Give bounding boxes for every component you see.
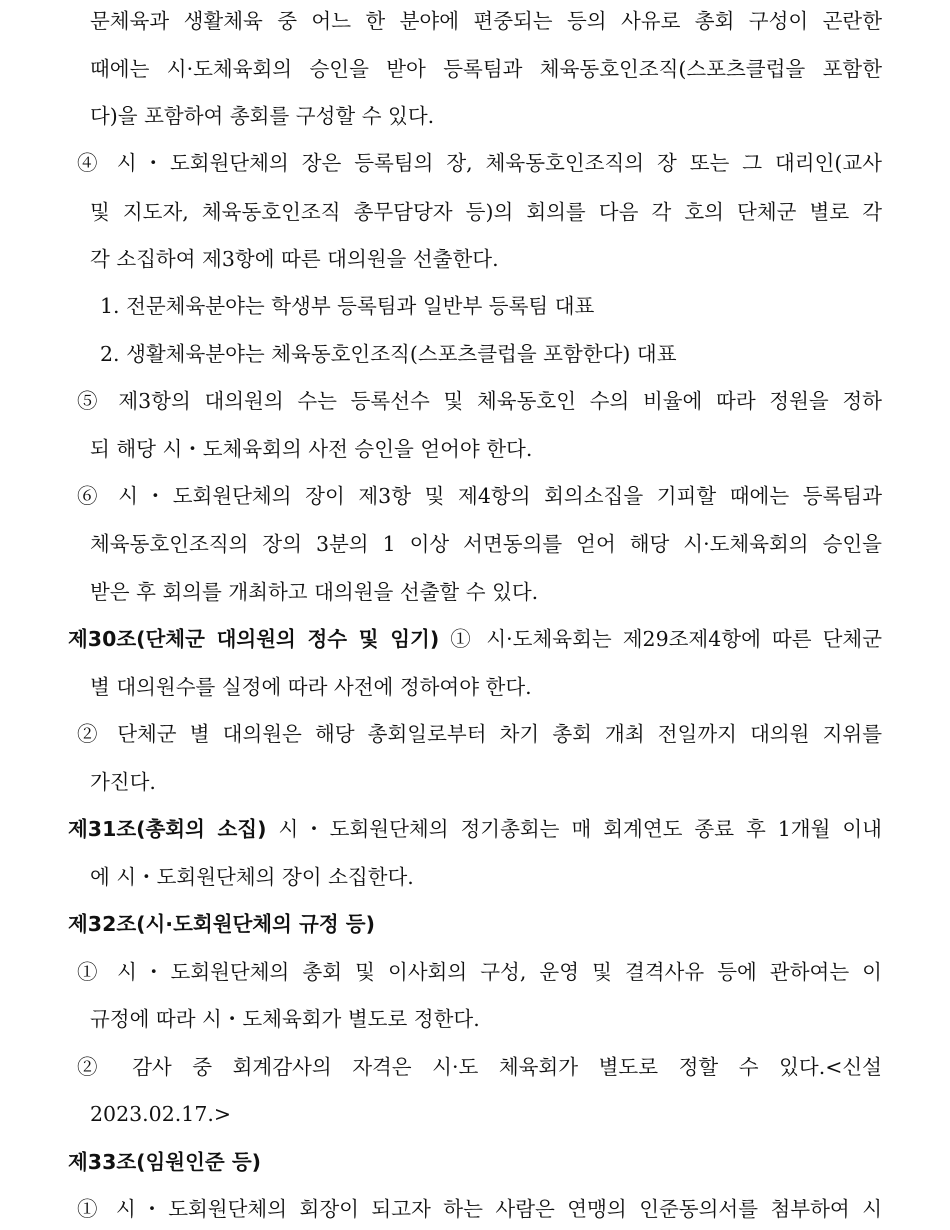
article-33-heading: 제33조(임원인준 등) [68,1150,262,1174]
text-line: 별 대의원수를 실정에 따라 사전에 정하여야 한다. [90,675,532,699]
text-line: 다)을 포함하여 총회를 구성할 수 있다. [90,104,435,128]
text-line: 되 해당 시・도체육회의 사전 승인을 얻어야 한다. [90,437,533,461]
text-line: ② 감사 중 회계감사의 자격은 시·도 체육회가 별도로 정할 수 있다.<신설 [77,1055,882,1079]
text-line: 때에는 시·도체육회의 승인을 받아 등록팀과 체육동호인조직(스포츠클럽을 포함한 [90,57,882,81]
text-line: ② 단체군 별 대의원은 해당 총회일로부터 차기 총회 개최 전일까지 대의원 지위를 [77,722,882,746]
article-32-heading: 제32조(시·도회원단체의 규정 등) [68,912,375,936]
text-line: 규정에 따라 시・도체육회가 별도로 정한다. [90,1007,480,1031]
text-line: 가진다. [90,770,156,794]
paragraph-5-line: ⑤ 제3항의 대의원의 수는 등록선수 및 체육동호인 수의 비율에 따라 정원을 정하 [77,389,882,413]
article-31-heading: 제31조(총회의 소집) [68,817,267,841]
text-line: 각 소집하여 제3항에 따른 대의원을 선출한다. [90,247,499,271]
text-line: 받은 후 회의를 개최하고 대의원을 선출할 수 있다. [90,580,539,604]
list-item-2: 2. 생활체육분야는 체육동호인조직(스포츠클럽을 포함한다) 대표 [100,342,677,366]
text-line: 에 시・도회원단체의 장이 소집한다. [90,865,414,889]
article-31-text: 시・도회원단체의 정기총회는 매 회계연도 종료 후 1개월 이내 [278,817,882,841]
article-30-line [68,625,882,653]
text-line: 2023.02.17.> [90,1102,232,1126]
text-line: ① 시・도회원단체의 회장이 되고자 하는 사람은 연맹의 인준동의서를 첨부하여 시 [77,1197,882,1221]
paragraph-6-line: ⑥ 시・도회원단체의 장이 제3항 및 제4항의 회의소집을 기피할 때에는 등록팀과 [77,484,882,508]
text-line: 문체육과 생활체육 중 어느 한 분야에 편중되는 등의 사유로 총회 구성이 곤란한 [90,9,882,33]
article-31-line [68,815,882,843]
text-line: ① 시・도회원단체의 총회 및 이사회의 구성, 운영 및 결격사유 등에 관하여는 이 [77,960,882,984]
text-line: 체육동호인조직의 장의 3분의 1 이상 서면동의를 얻어 해당 시·도체육회의 승인을 [90,532,882,556]
list-item-1: 1. 전문체육분야는 학생부 등록팀과 일반부 등록팀 대표 [100,294,595,318]
article-30-heading: 제30조(단체군 대의원의 정수 및 임기) [68,627,440,651]
text-line: 및 지도자, 체육동호인조직 총무담당자 등)의 회의를 다음 각 호의 단체군 별로 각 [90,200,882,224]
article-30-text: ① 시·도체육회는 제29조제4항에 따른 단체군 [450,627,882,651]
paragraph-4-line: ④ 시・도회원단체의 장은 등록팀의 장, 체육동호인조직의 장 또는 그 대리인(교사 [77,151,882,175]
